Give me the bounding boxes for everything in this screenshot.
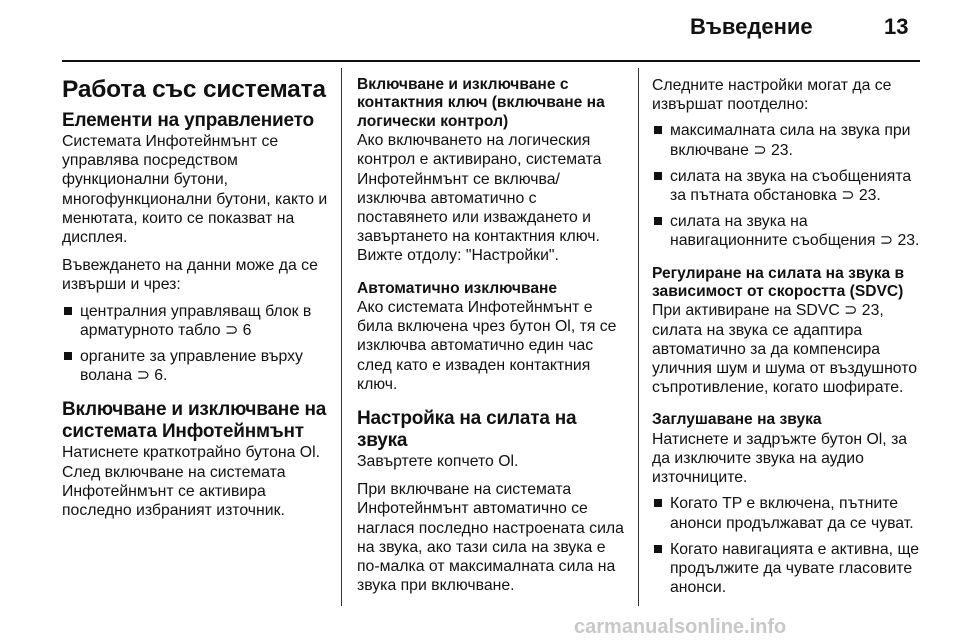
paragraph: Натиснете и задръжте бутон Ol, за да изключите звука на аудио източниците. [652, 430, 908, 487]
bullet-square-icon [654, 499, 662, 507]
paragraph: Следните настройки могат да се извършат поотделно: [652, 77, 892, 114]
page-reference-arrow-icon: ⊃ [753, 141, 767, 159]
paragraph-text: силата на звука се адаптира автоматично за да компенсира уличния шум и шума от въздушното съпротивление, когато шофирате. [652, 321, 918, 397]
paragraph: Ако системата Инфотейнмънт е била включена чрез бутон Ol, тя се изключва автоматично един час след като е изваден контактния ключ. [357, 299, 617, 393]
section-heading-volume: Настройка на силата на звука [357, 408, 577, 452]
subheading-ignition: Включване и изключване с контактния ключ (включване на логически контрол) [357, 76, 605, 130]
bullet-square-icon [64, 352, 72, 360]
subheading-auto-off: Автоматично изключване [357, 279, 558, 297]
page-reference: 23. [897, 232, 920, 250]
bullet-square-icon [654, 172, 662, 180]
column-1 [62, 76, 330, 520]
list-item [652, 167, 922, 205]
column-3 [652, 76, 922, 597]
column-2 [357, 76, 627, 595]
list-item-text: органите за управление върху волана [80, 348, 303, 385]
bullet-square-icon [64, 307, 72, 315]
paragraph: При включване на системата Инфотейнмънт автоматично се наглася последно настроената сила на звука, ако тази сила на звука е по-малка от максималната сила на звука при включване. [357, 481, 624, 595]
header-rule [62, 60, 920, 62]
header-title: Въведение [690, 14, 813, 39]
paragraph: Ако включването на логическия контрол е активирано, системата Инфотейнмънт се включва/ изключва автоматично с поставянето или изваждането и завъртането на контактния ключ. Вижте отдолу: "Настройки". [357, 132, 602, 265]
page-reference: 23. [858, 187, 881, 205]
section-heading-controls: Елементи на управлението [62, 110, 314, 131]
paragraph: Натиснете краткотрайно бутона Ol. След включване на системата Инфотейнмънт се активира последно избраният източник. [62, 444, 320, 520]
page-reference-arrow-icon: ⊃ [136, 367, 150, 385]
list-item-text: Когато TP е включена, пътните анонси продължават да се чуват. [670, 495, 914, 532]
column-divider-2 [638, 68, 639, 606]
page-reference-arrow-icon: ⊃ [841, 187, 855, 205]
list-item [62, 302, 330, 340]
bullet-list [652, 494, 922, 597]
section-heading-power: Включване и изключване на системата Инфотейнмънт [62, 399, 327, 443]
column-divider-1 [341, 68, 342, 606]
page-reference: 23. [770, 141, 793, 159]
subheading-mute: Заглушаване на звука [652, 411, 822, 429]
page-reference: 6. [154, 367, 168, 385]
bullet-square-icon [654, 545, 662, 553]
list-item-text: силата на звука на навигационните съобщения [670, 213, 876, 250]
page-reference-arrow-icon: ⊃ [879, 232, 894, 250]
bullet-list [652, 121, 922, 250]
list-item-text: максималната сила на звука при включване [670, 122, 911, 159]
paragraph: Въвеждането на данни може да се извърши и чрез: [62, 257, 318, 294]
bullet-square-icon [654, 126, 662, 134]
list-item [652, 121, 922, 159]
paragraph [652, 301, 922, 397]
list-item [652, 540, 922, 598]
page-reference-arrow-icon: ⊃ [844, 302, 858, 320]
chapter-heading: Работа със системата [62, 76, 326, 103]
list-item-text: силата на звука на съобщенията за пътната обстановка [670, 167, 912, 205]
list-item-text: Когато навигацията е активна, ще продължите да чувате гласовите анонси. [670, 540, 920, 597]
list-item [62, 347, 330, 385]
paragraph: Системата Инфотейнмънт се управлява посредством функционални бутони, многофункционални бутони, както и менютата, които се показват на дисплея. [62, 133, 328, 247]
subheading-sdvc: Регулиране на силата на звука в зависимост от скоростта (SDVC) [652, 264, 905, 301]
page-reference-arrow-icon: ⊃ [224, 321, 239, 339]
bullet-square-icon [654, 217, 662, 225]
page-number: 13 [884, 14, 909, 39]
page-reference: 23, [861, 302, 884, 320]
list-item-text: централния управляващ блок в арматурното табло [80, 302, 312, 339]
paragraph: Завъртете копчето Ol. [357, 453, 519, 471]
paragraph-text: При активиране на SDVC [652, 302, 840, 320]
page-reference: 6 [242, 321, 252, 339]
list-item [652, 212, 922, 250]
watermark: carmanualsonline.info [574, 616, 787, 638]
bullet-list [62, 302, 330, 386]
list-item [652, 494, 922, 532]
